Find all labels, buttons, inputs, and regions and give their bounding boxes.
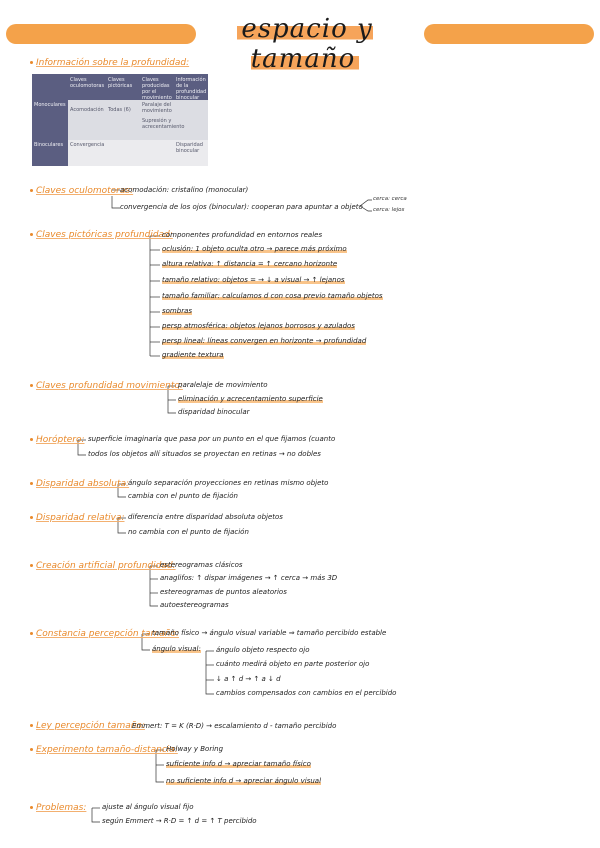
depth-info-table [32, 74, 208, 166]
list-item: superficie imaginaria que pasa por un punto en el que fijamos (cuanto [88, 435, 336, 443]
list-item: todos los objetos allí situados se proyectan en retinas → no dobles [88, 450, 321, 458]
table-cell: Paralaje del movimiento [142, 102, 172, 114]
bullet-dot [30, 806, 33, 809]
heading-experimento: Experimento tamaño-distancia: [30, 745, 178, 755]
list-item: ↓ a ↑ d → ↑ a ↓ d [216, 675, 281, 683]
heading-horoptero: Horóptero: [30, 435, 85, 445]
bullet-dot [30, 748, 33, 751]
table-label-column [32, 100, 68, 166]
list-item: suficiente info d → apreciar tamaño físico [166, 760, 311, 768]
table-row-label: Binoculares [34, 142, 64, 148]
side-note: cerca: cerca [373, 196, 407, 202]
list-item: disparidad binocular [178, 408, 250, 416]
list-item: no suficiente info d → apreciar ángulo visual [166, 777, 322, 785]
heading-ley: Ley percepción tamaño: [30, 721, 145, 731]
list-item: estereogramas de puntos aleatorios [160, 588, 287, 596]
heading-problemas: Problemas: [30, 803, 86, 813]
table-header-cell: Claves producidas por el movimiento [142, 77, 172, 101]
table-cell: Supresión y acrecentamiento [142, 118, 185, 130]
table-row-label: Monoculares [34, 102, 66, 108]
list-item: eliminación y acrecentamiento superficie [178, 395, 323, 403]
table-header-cell: Información de la profundidad binocular [176, 77, 207, 101]
list-item: ángulo separación proyecciones en retinas mismo objeto [128, 479, 329, 487]
sub-heading: ángulo visual: [152, 645, 201, 653]
heading-pictoricas: Claves pictóricas profundidad: [30, 230, 173, 240]
heading-relativa: Disparidad relativa: [30, 513, 125, 523]
bullet-dot [30, 516, 33, 519]
heading-movimiento: Claves profundidad movimiento: [30, 381, 183, 391]
list-item: anaglifos: ↑ dispar imágenes → ↑ cerca → más 3D [160, 574, 338, 582]
heading-artificial: Creación artificial profundidad: [30, 561, 176, 571]
list-item: tamaño físico → ángulo visual variable ⇒ tamaño percibido estable [152, 629, 387, 637]
list-item: no cambia con el punto de fijación [128, 528, 249, 536]
list-item: estereogramas clásicos [160, 561, 243, 569]
list-item: Holway y Boring [166, 745, 224, 753]
bullet-dot [30, 61, 33, 64]
heading-absoluta: Disparidad absoluta: [30, 479, 129, 489]
heading-tamano: Constancia percepción tamaño: [30, 629, 179, 639]
table-cell: Convergencia [70, 142, 105, 148]
list-item: oclusión: 1 objeto oculta otro → parece más próximo [162, 245, 347, 253]
list-item: Emmert: T = K (R·D) → escalamiento d - tamaño percibido [132, 722, 337, 730]
table-cell: Todas (6) [108, 107, 131, 113]
heading-info: Información sobre la profundidad: [30, 58, 189, 68]
list-item: autoestereogramas [160, 601, 229, 609]
list-item: cambios compensados con cambios en el percibido [216, 689, 397, 697]
list-item: convergencia de los ojos (binocular): cooperan para apuntar a objeto [120, 203, 363, 211]
table-cell: Acomodación [70, 107, 104, 113]
list-item: tamaño relativo: objetos = → ↓ a visual → ↑ lejanos [162, 276, 345, 284]
list-item: ángulo objeto respecto ojo [216, 646, 310, 654]
list-item: acomodación: cristalino (monocular) [120, 186, 249, 194]
list-item: paralelaje de movimiento [178, 381, 268, 389]
bullet-dot [30, 233, 33, 236]
list-item: diferencia entre disparidad absoluta objetos [128, 513, 283, 521]
bullet-dot [30, 189, 33, 192]
list-item: altura relativa: ↑ distancia = ↑ cercano horizonte [162, 260, 338, 268]
list-item: cuánto medirá objeto en parte posterior ojo [216, 660, 370, 668]
list-item: persp atmosférica: objetos lejanos borrosos y azulados [162, 322, 355, 330]
list-item: ajuste al ángulo visual fijo [102, 803, 194, 811]
table-header-cell: Claves oculomotoras [70, 77, 105, 89]
table-cell: Disparidad binocular [176, 142, 203, 154]
heading-oculomotoras: Claves oculomotoras: [30, 186, 133, 196]
list-item: según Emmert → R·D = ↑ d = ↑ T percibido [102, 817, 257, 825]
list-item: sombras [162, 307, 193, 315]
table-header-cell: Claves pictóricas [108, 77, 133, 89]
list-item: cambia con el punto de fijación [128, 492, 238, 500]
bullet-dot [30, 438, 33, 441]
side-note: cerca: lejos [373, 207, 405, 213]
list-item: tamaño familiar: calculamos d con cosa previo tamaño objetos [162, 292, 383, 300]
bullet-dot [30, 384, 33, 387]
list-item: componentes profundidad en entornos reales [162, 231, 323, 239]
bullet-dot [30, 724, 33, 727]
page-title: espacio y tamaño [200, 14, 410, 74]
bullet-dot [30, 482, 33, 485]
list-item: persp lineal: líneas convergen en horizonte → profundidad [162, 337, 367, 345]
bullet-dot [30, 632, 33, 635]
list-item: gradiente textura [162, 351, 224, 359]
bullet-dot [30, 564, 33, 567]
